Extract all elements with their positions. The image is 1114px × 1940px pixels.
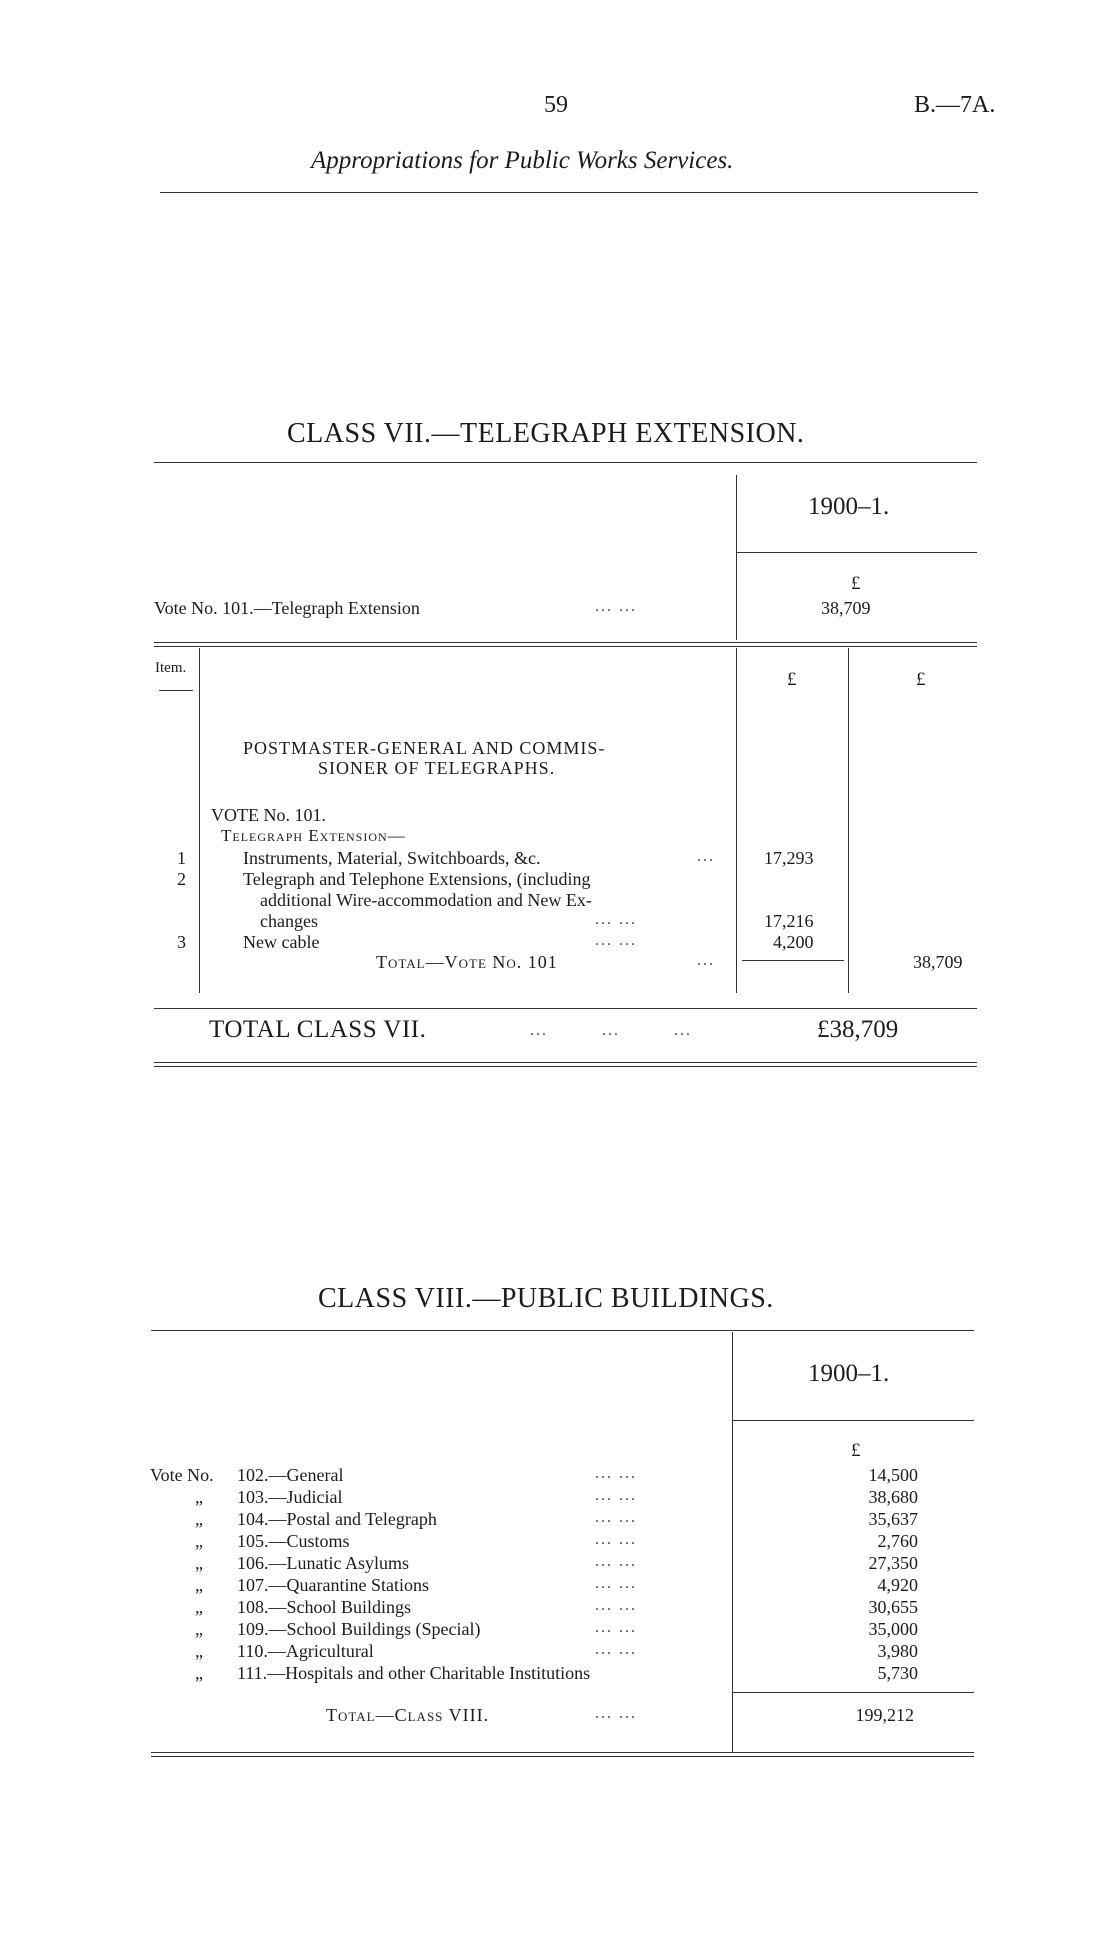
vote-amount: 38,680	[868, 1487, 918, 1507]
vote-total-label: Total—Vote No. 101	[376, 952, 558, 972]
running-title: Appropriations for Public Works Services.	[311, 147, 734, 174]
vote-total-dots: ...	[697, 952, 715, 969]
column-currency-2: £	[916, 669, 926, 690]
vote-amount: 2,760	[877, 1531, 918, 1551]
vote-number: VOTE No. 101.	[211, 805, 326, 825]
vote-label: 109.—School Buildings (Special)	[237, 1619, 481, 1639]
vote-prefix: „	[195, 1487, 203, 1507]
class7-year-rule	[736, 552, 977, 553]
item-amount: 17,216	[764, 911, 814, 931]
vote-prefix: „	[195, 1619, 203, 1639]
vote-label: 102.—General	[237, 1465, 344, 1485]
class8-title: CLASS VIII.—PUBLIC BUILDINGS.	[318, 1283, 774, 1314]
item-description-line-2: additional Wire-accommodation and New Ex-	[260, 890, 592, 910]
document-reference: B.—7A.	[914, 92, 996, 118]
vote-prefix: „	[195, 1641, 203, 1661]
class8-bottom-rule-1	[151, 1752, 974, 1753]
vote-amount: 35,000	[868, 1619, 918, 1639]
class7-title: CLASS VII.—TELEGRAPH EXTENSION.	[287, 418, 805, 449]
item-column-divider	[199, 648, 200, 993]
class7-currency: £	[851, 573, 861, 594]
subtotal-rule	[742, 960, 844, 961]
vote-prefix: „	[195, 1531, 203, 1551]
item-description: Instruments, Material, Switchboards, &c.	[243, 848, 541, 868]
class7-total-amount: £38,709	[817, 1016, 899, 1043]
vote-amount: 3,980	[877, 1641, 918, 1661]
vote-dots: ... ...	[595, 1597, 637, 1614]
vote-prefix: „	[195, 1509, 203, 1529]
vote-prefix: „	[195, 1575, 203, 1595]
vote-prefix: „	[195, 1663, 203, 1683]
class7-top-rule	[154, 462, 977, 463]
class7-total-bottom-rule-1	[154, 1062, 977, 1063]
class7-total-top-rule	[154, 1008, 977, 1009]
class7-section-rule-2	[154, 646, 977, 647]
department-heading-line-2: SIONER OF TELEGRAPHS.	[318, 758, 556, 778]
vote-dots: ... ...	[595, 1641, 637, 1658]
class7-year: 1900–1.	[808, 493, 890, 520]
vote-label: 110.—Agricultural	[237, 1641, 374, 1661]
class8-year-rule	[732, 1420, 974, 1421]
item-amount: 4,200	[773, 932, 814, 952]
class7-vote-label: Vote No. 101.—Telegraph Extension	[154, 598, 420, 618]
item-description-line-1: Telegraph and Telephone Extensions, (including	[243, 869, 591, 889]
item-column-header: Item.	[155, 660, 187, 676]
item-description: New cable	[243, 932, 320, 952]
vote-label: 104.—Postal and Telegraph	[237, 1509, 437, 1529]
class8-bottom-rule-2	[151, 1756, 974, 1757]
vote-total-amount: 38,709	[913, 952, 963, 972]
item-number: 1	[177, 848, 186, 868]
vote-amount: 14,500	[868, 1465, 918, 1485]
department-heading-line-1: POSTMASTER-GENERAL AND COMMIS-	[243, 738, 606, 758]
item-dots: ... ...	[595, 932, 637, 949]
vote-label: 108.—School Buildings	[237, 1597, 412, 1617]
class8-total-amount: 199,212	[855, 1705, 914, 1725]
vote-dots: ... ...	[595, 1487, 637, 1504]
vote-amount: 5,730	[877, 1663, 918, 1683]
vote-dots: ... ...	[595, 1619, 637, 1636]
item-dots: ... ...	[595, 911, 637, 928]
class8-year: 1900–1.	[808, 1360, 890, 1387]
header-rule	[160, 192, 978, 193]
vote-label: 103.—Judicial	[237, 1487, 343, 1507]
vote-dots: ... ...	[595, 1509, 637, 1526]
vote-prefix: „	[195, 1597, 203, 1617]
item-number: 3	[177, 932, 186, 952]
vote-amount: 35,637	[868, 1509, 918, 1529]
class8-total-label: Total—Class VIII.	[326, 1705, 490, 1725]
vote-amount: 4,920	[877, 1575, 918, 1595]
vote-dots: ... ...	[595, 1553, 637, 1570]
vote-label: 111.—Hospitals and other Charitable Institutions	[237, 1663, 591, 1683]
class7-header-divider	[736, 475, 737, 640]
vote-dots: ... ...	[595, 1575, 637, 1592]
amount-column-divider-2	[848, 648, 849, 993]
class8-total-dots: ... ...	[595, 1705, 637, 1722]
class7-total-dots: ... ... ...	[530, 1022, 692, 1039]
vote-amount: 30,655	[868, 1597, 918, 1617]
vote-dots: ... ...	[595, 1531, 637, 1548]
class8-top-rule	[151, 1330, 974, 1331]
class7-total-bottom-rule-2	[154, 1066, 977, 1067]
vote-dots: ... ...	[595, 1465, 637, 1482]
vote-label: 105.—Customs	[237, 1531, 350, 1551]
vote-amount: 27,350	[868, 1553, 918, 1573]
subheading-telegraph-extension: Telegraph Extension—	[221, 826, 406, 845]
amount-column-divider-1	[736, 648, 737, 993]
item-description-line-3: changes	[260, 911, 318, 931]
page-number: 59	[544, 92, 568, 118]
item-dots: ...	[697, 848, 715, 865]
vote-prefix: „	[195, 1553, 203, 1573]
class7-vote-amount: 38,709	[821, 598, 871, 618]
class8-total-rule	[732, 1692, 974, 1693]
class7-total-label: TOTAL CLASS VII.	[209, 1016, 427, 1043]
class8-currency: £	[851, 1440, 861, 1461]
item-number: 2	[177, 869, 186, 889]
vote-label: 107.—Quarantine Stations	[237, 1575, 429, 1595]
vote-label: 106.—Lunatic Asylums	[237, 1553, 409, 1573]
column-currency-1: £	[787, 669, 797, 690]
class8-column-divider	[732, 1332, 733, 1752]
class7-section-rule-1	[154, 642, 977, 643]
class7-vote-dots: ... ...	[595, 598, 637, 615]
item-header-rule	[159, 690, 193, 691]
vote-prefix: Vote No.	[150, 1465, 214, 1485]
item-amount: 17,293	[764, 848, 814, 868]
